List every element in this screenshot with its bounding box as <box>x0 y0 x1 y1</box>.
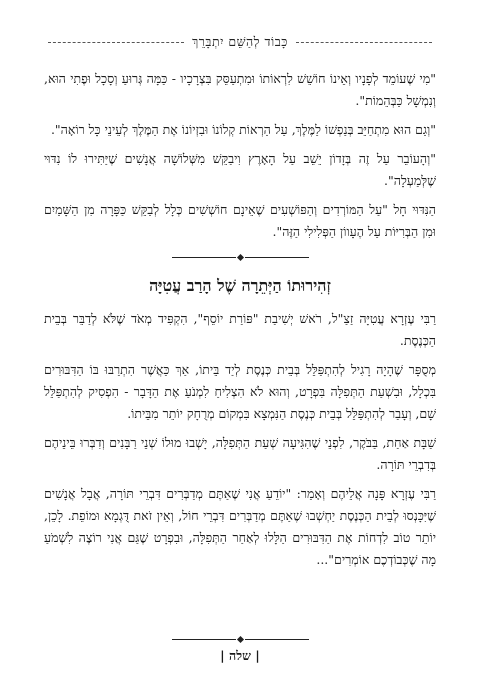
story-paragraph-1: רַבִּי עֶזְרָא עֲטִיָּה זַצַ"ל, רֹאשׁ יְשִׁיבַת "פּוֹרַת יוֹסֵף", הִקְפִּיד מְאֹד שֶׁלֹּא לְדַבֵּר בְּבֵית הַכְּנֶסֶת. <box>44 311 436 348</box>
page-number: | שלה | <box>220 648 260 663</box>
story-paragraph-3: שַׁבָּת אַחַת, בַּבֹּקֶר, לִפְנֵי שֶׁהִגִּיעָה שְׁעַת הַתְּפִלָּה, יָשְׁבוּ מוּלוֹ שְׁנֵי רַבָּנִים וְדִבְּרוּ בֵּינֵיהֶם בְּדִבְרֵי תּוֹרָה. <box>44 435 436 472</box>
running-header-title: כָּבוֹד לְהַשֵּׁם יִתְבָּרֵךְ <box>192 34 288 49</box>
story-paragraph-4: רַבִּי עֶזְרָא פָּנָה אֲלֵיהֶם וְאָמַר: "יוֹדֵעַ אֲנִי שֶׁאַתֶּם מְדַבְּרִים דִּבְרֵי תּוֹרָה, אֲבָל אֲנָשִׁים שֶׁיִּכָּנְסוּ לְבֵית הַכְּנֶסֶת יַחְשְׁבוּ שֶׁאַתֶּם מְדַבְּרִים דִּבְרֵי חוֹל, וְאֵין זֹאת דֻּגְמָא וּמוֹפֵת. לָכֵן, יוֹתֵר טוֹב לִדְחוֹת אֶת הַדִּבּוּרִים הַלָּלוּ לְאַחַר הַתְּפִלָּה, וּבִפְרָט שֶׁגַּם אֲנִי רוֹצֶה לִשְׁמֹעַ מָה שֶׁכְּבוֹדְכֶם אוֹמְרִים"... <box>44 486 436 567</box>
quote-paragraph-2: "וְגַם הוּא מִתְחַיֵּב בְּנַפְשׁוֹ לַמֶּלֶךְ, עַל הַרְאוֹת קְלוֹנוֹ וּבִזְיוֹנוֹ אֶת הַמֶּלֶךְ לְעֵינֵי כָּל רוֹאָה". <box>50 122 436 137</box>
header-rule-left <box>48 42 184 43</box>
divider-diamond-icon <box>236 253 243 260</box>
section-divider-ornament <box>44 250 436 264</box>
end-diamond-icon <box>236 635 243 642</box>
header-rule-right <box>296 42 432 43</box>
end-divider-ornament <box>0 632 480 646</box>
section-title: זְהִירוּתוֹ הַיְּתֵרָה שֶׁל הָרַב עֲטִיָּה <box>149 276 331 295</box>
story-paragraph-2: מְסֻפָּר שֶׁהָיָה רָגִיל לְהִתְפַּלֵּל בְּבֵית כְּנֶסֶת לְיַד בֵּיתוֹ, אַךְ כַּאֲשֶׁר הִתְרַבּוּ בּוֹ הַדִּבּוּרִים בִּכְלָל, וּבִשְׁעַת הַתְּפִלָּה בִּפְרָט, וְהוּא לֹא הִצְלִיחַ לִמְנֹעַ אֶת הַדָּבָר - הִפְסִיק לְהִתְפַּלֵּל שָׁם, וְעָבַר לְהִתְפַּלֵּל בְּבֵית כְּנֶסֶת הַנִּמְצָא בִּמְקוֹם מְרֻחָק יוֹתֵר מִבֵּיתוֹ. <box>44 362 436 421</box>
quote-paragraph-4: הַנִּדּוּי חָל "עַל הַמּוֹרְדִים וְהַפּוֹשְׁעִים שֶׁאֵינָם חוֹשְׁשִׁים כְּלָל לְבַקֵּשׁ כַּפָּרָה מִן הַשָּׁמַיִם וּמִן הַבְּרִיּוֹת עַל הֶעָווֹן הַפְּלִילִי הַזֶּה". <box>44 202 436 239</box>
main-text-block <box>44 68 436 578</box>
running-header <box>48 34 432 50</box>
quote-paragraph-3: "וְהָעוֹבֵר עַל זֶה בְּזָדוֹן יֵשֵׁב עַל הָאָרֶץ וִיבַקֵּשׁ מִשְּׁלוֹשָׁה אֲנָשִׁים שֶׁיַּתִּירוּ לוֹ נִדּוּי שֶׁלְּמַעְלָה". <box>44 151 436 188</box>
quote-paragraph-1: "מִי שֶׁעוֹמֵד לְפָנָיו וְאֵינוֹ חוֹשֵׁשׁ לִרְאוֹתוֹ וּמִתְעַסֵּק בִּצְרָכָיו - כַּמָּה גְּרוּעַ וְסָכָל וּפֶתִי הוּא, וְנִמְשָׁל כַּבְּהֵמוֹת". <box>44 71 436 108</box>
